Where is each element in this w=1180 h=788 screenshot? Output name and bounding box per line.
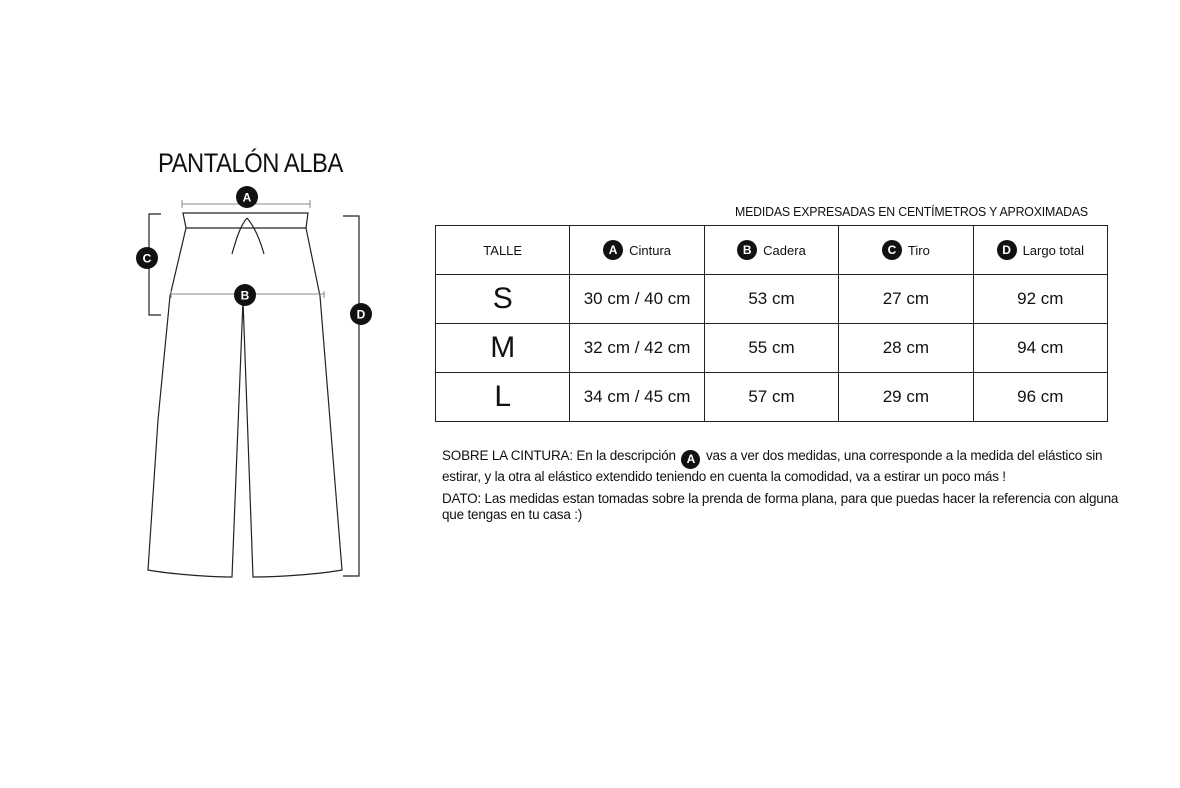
cintura-cell: 30 cm / 40 cm <box>570 275 704 324</box>
drawstring <box>232 218 264 254</box>
cintura-cell: 32 cm / 42 cm <box>570 324 704 373</box>
tiro-cell: 28 cm <box>839 324 973 373</box>
marker-c-badge: C <box>882 240 902 260</box>
table-row <box>436 324 1108 373</box>
svg-text:B: B <box>240 288 250 303</box>
svg-text:A: A <box>242 190 252 205</box>
tiro-cell: 27 cm <box>839 275 973 324</box>
measurements-note: MEDIDAS EXPRESADAS EN CENTÍMETROS Y APROXIMADAS <box>735 204 1088 219</box>
header-cadera: B Cadera <box>704 226 838 275</box>
dato-note: DATO: Las medidas estan tomadas sobre la prenda de forma plana, para que puedas hacer la referencia con alguna que tengas en tu casa :) <box>442 490 1119 522</box>
tiro-cell: 29 cm <box>839 373 973 422</box>
svg-text:D: D <box>356 307 366 322</box>
size-cell: S <box>436 275 570 324</box>
table-row <box>436 373 1108 422</box>
marker-d-badge: D <box>997 240 1017 260</box>
length-bracket <box>343 216 359 576</box>
pants-outline <box>148 228 342 577</box>
size-cell: M <box>436 324 570 373</box>
waist-note: SOBRE LA CINTURA: En la descripción A vas a ver dos medidas, una corresponde a la medida del elástico sin estirar, y la otra al elástico extendido teniendo en cuenta la comodidad, va a estirar un poco más ! <box>442 448 1103 484</box>
header-tiro: C Tiro <box>839 226 973 275</box>
cadera-cell: 53 cm <box>704 275 838 324</box>
header-talle: TALLE <box>436 226 570 275</box>
cadera-cell: 57 cm <box>704 373 838 422</box>
size-cell: L <box>436 373 570 422</box>
notes-section <box>442 448 1142 529</box>
marker-a-badge: A <box>603 240 623 260</box>
svg-text:C: C <box>142 251 152 266</box>
largo-cell: 92 cm <box>973 275 1107 324</box>
largo-cell: 94 cm <box>973 324 1107 373</box>
header-cintura: A Cintura <box>570 226 704 275</box>
pants-diagram <box>0 0 420 600</box>
table-row <box>436 275 1108 324</box>
header-largo: D Largo total <box>973 226 1107 275</box>
cadera-cell: 55 cm <box>704 324 838 373</box>
marker-b <box>234 284 256 306</box>
table-header-row <box>436 226 1108 275</box>
cintura-cell: 34 cm / 45 cm <box>570 373 704 422</box>
size-table <box>435 225 1108 422</box>
garment-title: PANTALÓN ALBA <box>158 148 343 178</box>
marker-d <box>350 303 372 325</box>
marker-a <box>236 186 258 208</box>
largo-cell: 96 cm <box>973 373 1107 422</box>
marker-c <box>136 247 158 269</box>
marker-b-badge: B <box>737 240 757 260</box>
marker-a-inline: A <box>681 450 700 469</box>
